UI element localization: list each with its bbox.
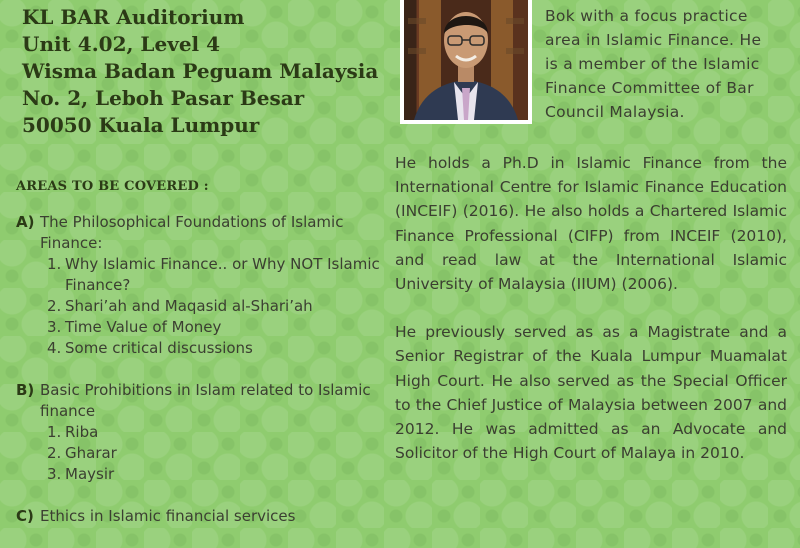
section-items [16, 254, 381, 359]
item-text: Some critical discussions [65, 339, 253, 357]
item-text: Maysir [65, 465, 115, 483]
item-number: 1. [47, 255, 62, 273]
section-heading [16, 506, 381, 527]
item-text: Time Value of Money [65, 318, 222, 336]
item-number: 2. [47, 444, 62, 462]
venue-address [22, 4, 378, 139]
section-letter: B) [16, 381, 35, 399]
bio-career-paragraph: He previously served as as a Magistrate and a Senior Registrar of the Kuala Lumpur Muamalat High Court. He also served as the Special Officer to the Chief Justice of Malaysia between 2007 and 2012. He was admitted as an Advocate and Solicitor of the High Court of Malaya in 2010. [395, 323, 787, 463]
item-number: 3. [47, 318, 62, 336]
item-text: Riba [65, 423, 99, 441]
list-item [47, 338, 381, 359]
item-number: 3. [47, 465, 62, 483]
item-number: 1. [47, 423, 62, 441]
list-item [47, 443, 381, 464]
speaker-bio [395, 151, 787, 489]
list-item [47, 296, 381, 317]
venue-line: 50050 Kuala Lumpur [22, 113, 260, 137]
section-heading [16, 380, 381, 422]
bio-intro-line: area in Islamic Finance. He [545, 31, 762, 49]
bio-education-paragraph: He holds a Ph.D in Islamic Finance from the International Centre for Islamic Finance Education (INCEIF) (2016). He also holds a Chartered Islamic Finance Professional (CIFP) from INCEIF (2010), and read law at the International Islamic University of Malaysia (IIUM) (2006). [395, 154, 787, 294]
item-text: Shari’ah and Maqasid al-Shari’ah [65, 297, 313, 315]
item-number: 2. [47, 297, 62, 315]
section-title: The Philosophical Foundations of Islamic Finance: [40, 213, 344, 252]
speaker-photo-image [404, 0, 528, 120]
venue-line: KL BAR Auditorium [22, 5, 245, 29]
section-items [16, 422, 381, 485]
list-item [47, 464, 381, 485]
section-heading [16, 212, 381, 254]
bio-intro [545, 4, 787, 124]
bio-intro-line: is a member of the Islamic [545, 55, 760, 73]
bio-intro-line: Council Malaysia. [545, 103, 685, 121]
section-title: Ethics in Islamic financial services [40, 507, 296, 525]
item-number: 4. [47, 339, 62, 357]
bio-intro-line: Bok with a focus practice [545, 7, 748, 25]
list-item [47, 422, 381, 443]
section-letter: C) [16, 507, 34, 525]
section-c [16, 506, 381, 527]
item-text: Why Islamic Finance.. or Why NOT Islamic Finance? [65, 255, 380, 294]
venue-line: No. 2, Leboh Pasar Besar [22, 86, 305, 110]
bio-intro-line: Finance Committee of Bar [545, 79, 754, 97]
venue-line: Wisma Badan Peguam Malaysia [22, 59, 379, 83]
section-title: Basic Prohibitions in Islam related to Islamic finance [40, 381, 371, 420]
section-a [16, 212, 381, 359]
areas-list [16, 212, 381, 548]
speaker-photo [400, 0, 532, 124]
venue-line: Unit 4.02, Level 4 [22, 32, 221, 56]
speaker-portrait-icon [404, 0, 528, 120]
list-item [47, 254, 381, 296]
item-text: Gharar [65, 444, 117, 462]
section-b [16, 380, 381, 485]
list-item [47, 317, 381, 338]
section-letter: A) [16, 213, 35, 231]
areas-heading: AREAS TO BE COVERED : [16, 179, 209, 194]
